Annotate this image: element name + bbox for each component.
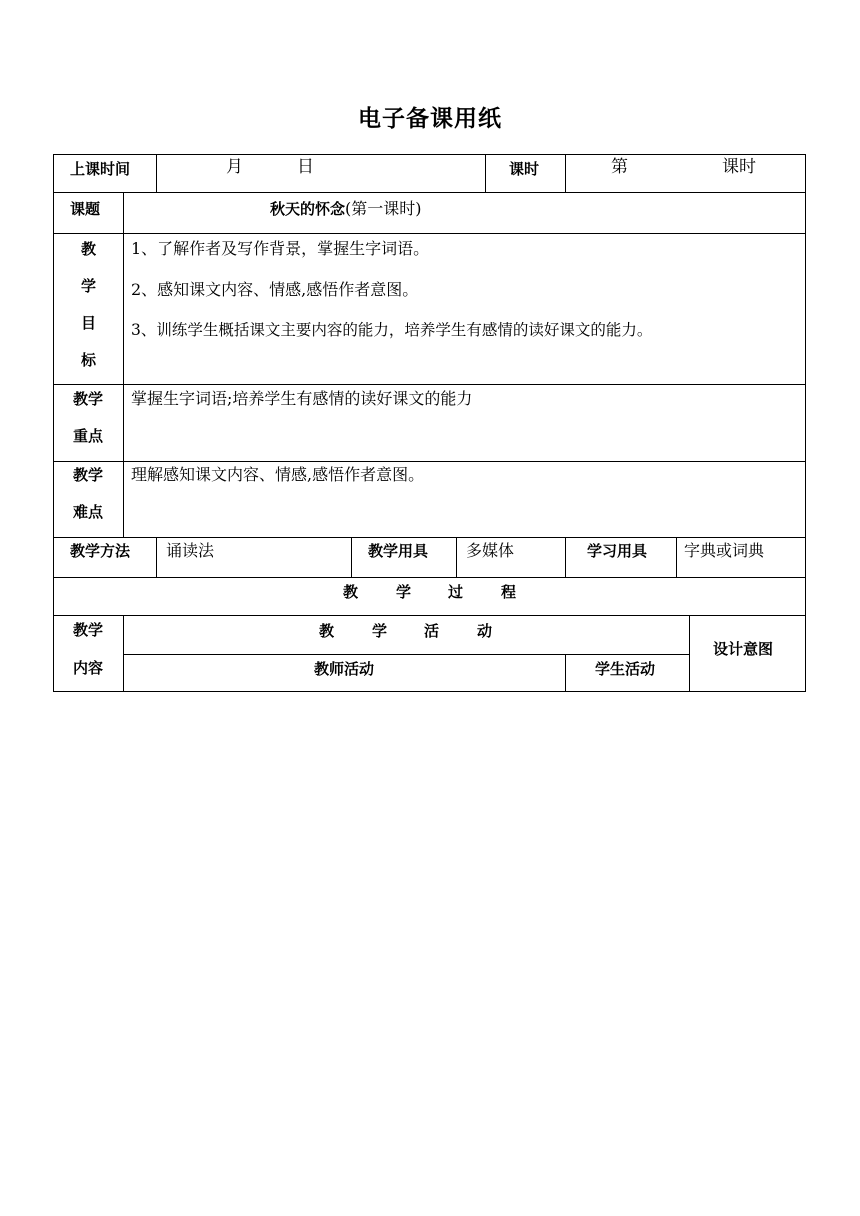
lesson-plan-table: [53, 154, 806, 692]
key-points-label-line: 教学: [73, 390, 104, 408]
period-suffix: 课时: [722, 157, 756, 177]
class-time-label: 上课时间: [70, 160, 131, 178]
col-divider: [123, 615, 124, 692]
row-divider: [54, 537, 805, 538]
col-divider: [485, 155, 486, 193]
row-divider: [123, 654, 689, 655]
col-divider: [676, 537, 677, 578]
document-title: 电子备课用纸: [358, 106, 502, 132]
period-label: 课时: [509, 160, 540, 178]
objective-item: 3、训练学生概括课文主要内容的能力，培养学生有感情的读好课文的能力。: [131, 321, 653, 339]
col-divider: [156, 155, 157, 193]
study-tools-label: 学习用具: [587, 542, 648, 560]
content-label-line: 内容: [73, 659, 104, 677]
topic-subtitle: (第一课时): [345, 199, 422, 218]
difficulties-label-line: 难点: [73, 503, 104, 521]
tools-value: 多媒体: [466, 541, 515, 560]
col-divider: [689, 615, 690, 692]
design-intent-header: 设计意图: [713, 640, 774, 658]
row-divider: [54, 461, 805, 462]
month-field: 月: [226, 157, 243, 177]
tools-label: 教学用具: [368, 542, 429, 560]
col-divider: [351, 537, 352, 578]
row-divider: [54, 384, 805, 385]
objective-item: 1、了解作者及写作背景，掌握生字词语。: [131, 239, 430, 258]
study-tools-value: 字典或词典: [684, 541, 765, 560]
col-divider: [456, 537, 457, 578]
day-field: 日: [297, 157, 314, 177]
activity-heading-char: 教: [319, 622, 335, 640]
topic-title: 秋天的怀念: [270, 200, 346, 218]
process-heading-char: 教: [343, 583, 359, 601]
row-divider: [54, 615, 805, 616]
teacher-activity-header: 教师活动: [314, 660, 375, 678]
content-label-line: 教学: [73, 621, 104, 639]
difficulties-label-line: 教学: [73, 466, 104, 484]
key-points-label-line: 重点: [73, 427, 104, 445]
period-prefix: 第: [611, 157, 628, 177]
objectives-label-char: 学: [81, 277, 97, 295]
objectives-label-char: 目: [81, 314, 97, 332]
student-activity-header: 学生活动: [595, 660, 656, 678]
col-divider: [156, 537, 157, 578]
topic-label: 课题: [70, 200, 101, 218]
objectives-label-char: 教: [81, 240, 97, 258]
objectives-label-char: 标: [81, 351, 97, 369]
method-value: 诵读法: [166, 541, 215, 560]
row-divider: [54, 233, 805, 234]
activity-heading-char: 活: [424, 622, 440, 640]
objective-item: 2、感知课文内容、情感,感悟作者意图。: [131, 280, 419, 299]
col-divider: [565, 537, 566, 578]
difficulties-text: 理解感知课文内容、情感,感悟作者意图。: [131, 465, 425, 484]
process-heading-char: 程: [501, 583, 517, 601]
row-divider: [54, 577, 805, 578]
process-heading-char: 学: [396, 583, 412, 601]
activity-heading-char: 动: [477, 622, 493, 640]
row-divider: [54, 192, 805, 193]
key-points-text: 掌握生字词语;培养学生有感情的读好课文的能力: [131, 389, 473, 408]
topic-value: [270, 199, 422, 219]
col-divider: [123, 193, 124, 538]
col-divider: [565, 654, 566, 692]
activity-heading-char: 学: [372, 622, 388, 640]
col-divider: [565, 155, 566, 193]
method-label: 教学方法: [70, 542, 131, 560]
process-heading-char: 过: [448, 583, 464, 601]
